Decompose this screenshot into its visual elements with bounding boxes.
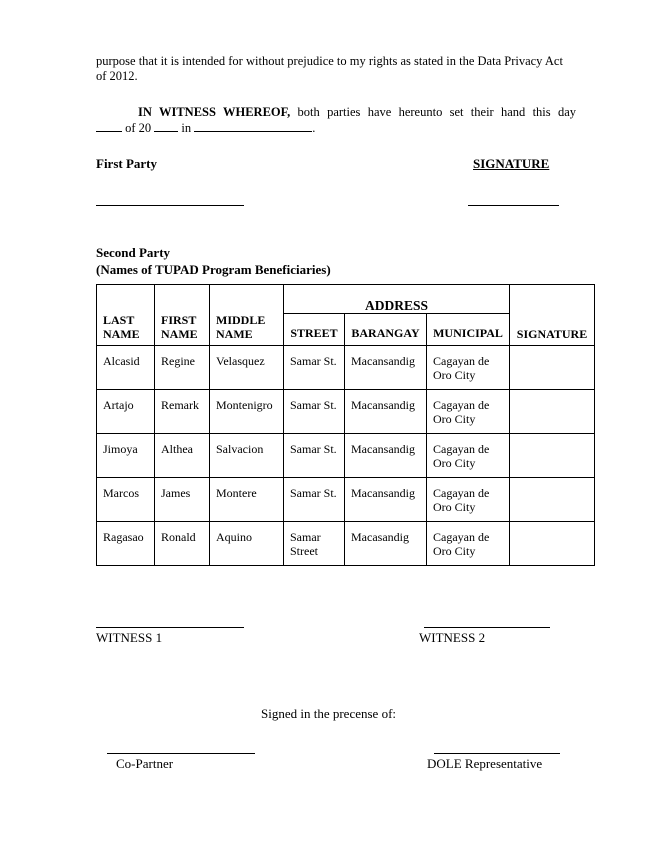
- place-blank[interactable]: [194, 120, 312, 132]
- cell-municipal: Cagayan de Oro City: [427, 346, 510, 390]
- cell-street: Samar St.: [284, 478, 345, 522]
- cell-barangay: Macansandig: [345, 346, 427, 390]
- cell-last: Alcasid: [97, 346, 155, 390]
- header-signature: SIGNATURE: [510, 285, 595, 346]
- header-address: ADDRESS: [284, 285, 510, 314]
- witness2-label: WITNESS 2: [419, 630, 486, 645]
- table-row: [97, 434, 595, 478]
- first-party-name-line[interactable]: [96, 205, 244, 206]
- cell-municipal: Cagayan de Oro City: [427, 434, 510, 478]
- year-blank[interactable]: [154, 120, 178, 132]
- cell-first: James: [155, 478, 210, 522]
- cell-first: Althea: [155, 434, 210, 478]
- table-row: [97, 346, 595, 390]
- intro-paragraph: purpose that it is intended for without prejudice to my rights as stated in the Data Privacy Act of 2012.: [96, 54, 563, 83]
- table-row: [97, 478, 595, 522]
- co-partner-label: Co-Partner: [116, 756, 174, 771]
- dole-representative-label: DOLE Representative: [427, 756, 543, 771]
- cell-signature[interactable]: [510, 478, 595, 522]
- first-party-label: First Party: [96, 156, 158, 171]
- witness-in-text: in: [178, 121, 195, 135]
- cell-street: Samar Street: [284, 522, 345, 566]
- cell-municipal: Cagayan de Oro City: [427, 522, 510, 566]
- header-municipal: MUNICIPAL: [427, 314, 510, 346]
- cell-street: Samar St.: [284, 434, 345, 478]
- co-partner-signature-line[interactable]: [107, 753, 255, 754]
- cell-signature[interactable]: [510, 434, 595, 478]
- cell-barangay: Macansandig: [345, 434, 427, 478]
- cell-municipal: Cagayan de Oro City: [427, 390, 510, 434]
- witness-end: .: [312, 121, 316, 135]
- cell-signature[interactable]: [510, 522, 595, 566]
- cell-barangay: Macasandig: [345, 522, 427, 566]
- cell-middle: Montere: [210, 478, 284, 522]
- dole-signature-line[interactable]: [434, 753, 560, 754]
- cell-barangay: Macansandig: [345, 478, 427, 522]
- header-last-name: LAST NAME: [97, 285, 155, 346]
- beneficiaries-table: [96, 284, 595, 566]
- cell-signature[interactable]: [510, 390, 595, 434]
- day-blank[interactable]: [96, 120, 122, 132]
- witness-of-text: of 20: [122, 121, 155, 135]
- cell-last: Ragasao: [97, 522, 155, 566]
- header-first-name: FIRST NAME: [155, 285, 210, 346]
- witness-clause-lead: IN WITNESS WHEREOF,: [138, 105, 291, 119]
- signature-heading: SIGNATURE: [473, 156, 550, 171]
- table-row: [97, 390, 595, 434]
- cell-middle: Montenigro: [210, 390, 284, 434]
- signed-presence-text: Signed in the precense of:: [261, 706, 397, 721]
- witness1-label: WITNESS 1: [96, 630, 163, 645]
- witness-clause: [96, 105, 576, 136]
- witness-clause-text: both parties have hereunto set their hand this day: [290, 105, 576, 119]
- table-row: [97, 522, 595, 566]
- cell-middle: Salvacion: [210, 434, 284, 478]
- witness1-signature-line[interactable]: [96, 627, 244, 628]
- cell-first: Regine: [155, 346, 210, 390]
- header-street: STREET: [284, 314, 345, 346]
- cell-middle: Velasquez: [210, 346, 284, 390]
- second-party-sublabel: (Names of TUPAD Program Beneficiaries): [96, 262, 331, 277]
- second-party-label: Second Party: [96, 245, 171, 260]
- cell-last: Jimoya: [97, 434, 155, 478]
- cell-municipal: Cagayan de Oro City: [427, 478, 510, 522]
- cell-first: Ronald: [155, 522, 210, 566]
- cell-middle: Aquino: [210, 522, 284, 566]
- cell-barangay: Macansandig: [345, 390, 427, 434]
- cell-first: Remark: [155, 390, 210, 434]
- header-middle-name: MIDDLE NAME: [210, 285, 284, 346]
- cell-signature[interactable]: [510, 346, 595, 390]
- cell-last: Marcos: [97, 478, 155, 522]
- witness-clause-line1: [96, 105, 576, 120]
- witness-clause-line2: [96, 120, 576, 136]
- first-party-signature-line[interactable]: [468, 205, 559, 206]
- cell-street: Samar St.: [284, 346, 345, 390]
- header-barangay: BARANGAY: [345, 314, 427, 346]
- witness2-signature-line[interactable]: [424, 627, 550, 628]
- cell-last: Artajo: [97, 390, 155, 434]
- cell-street: Samar St.: [284, 390, 345, 434]
